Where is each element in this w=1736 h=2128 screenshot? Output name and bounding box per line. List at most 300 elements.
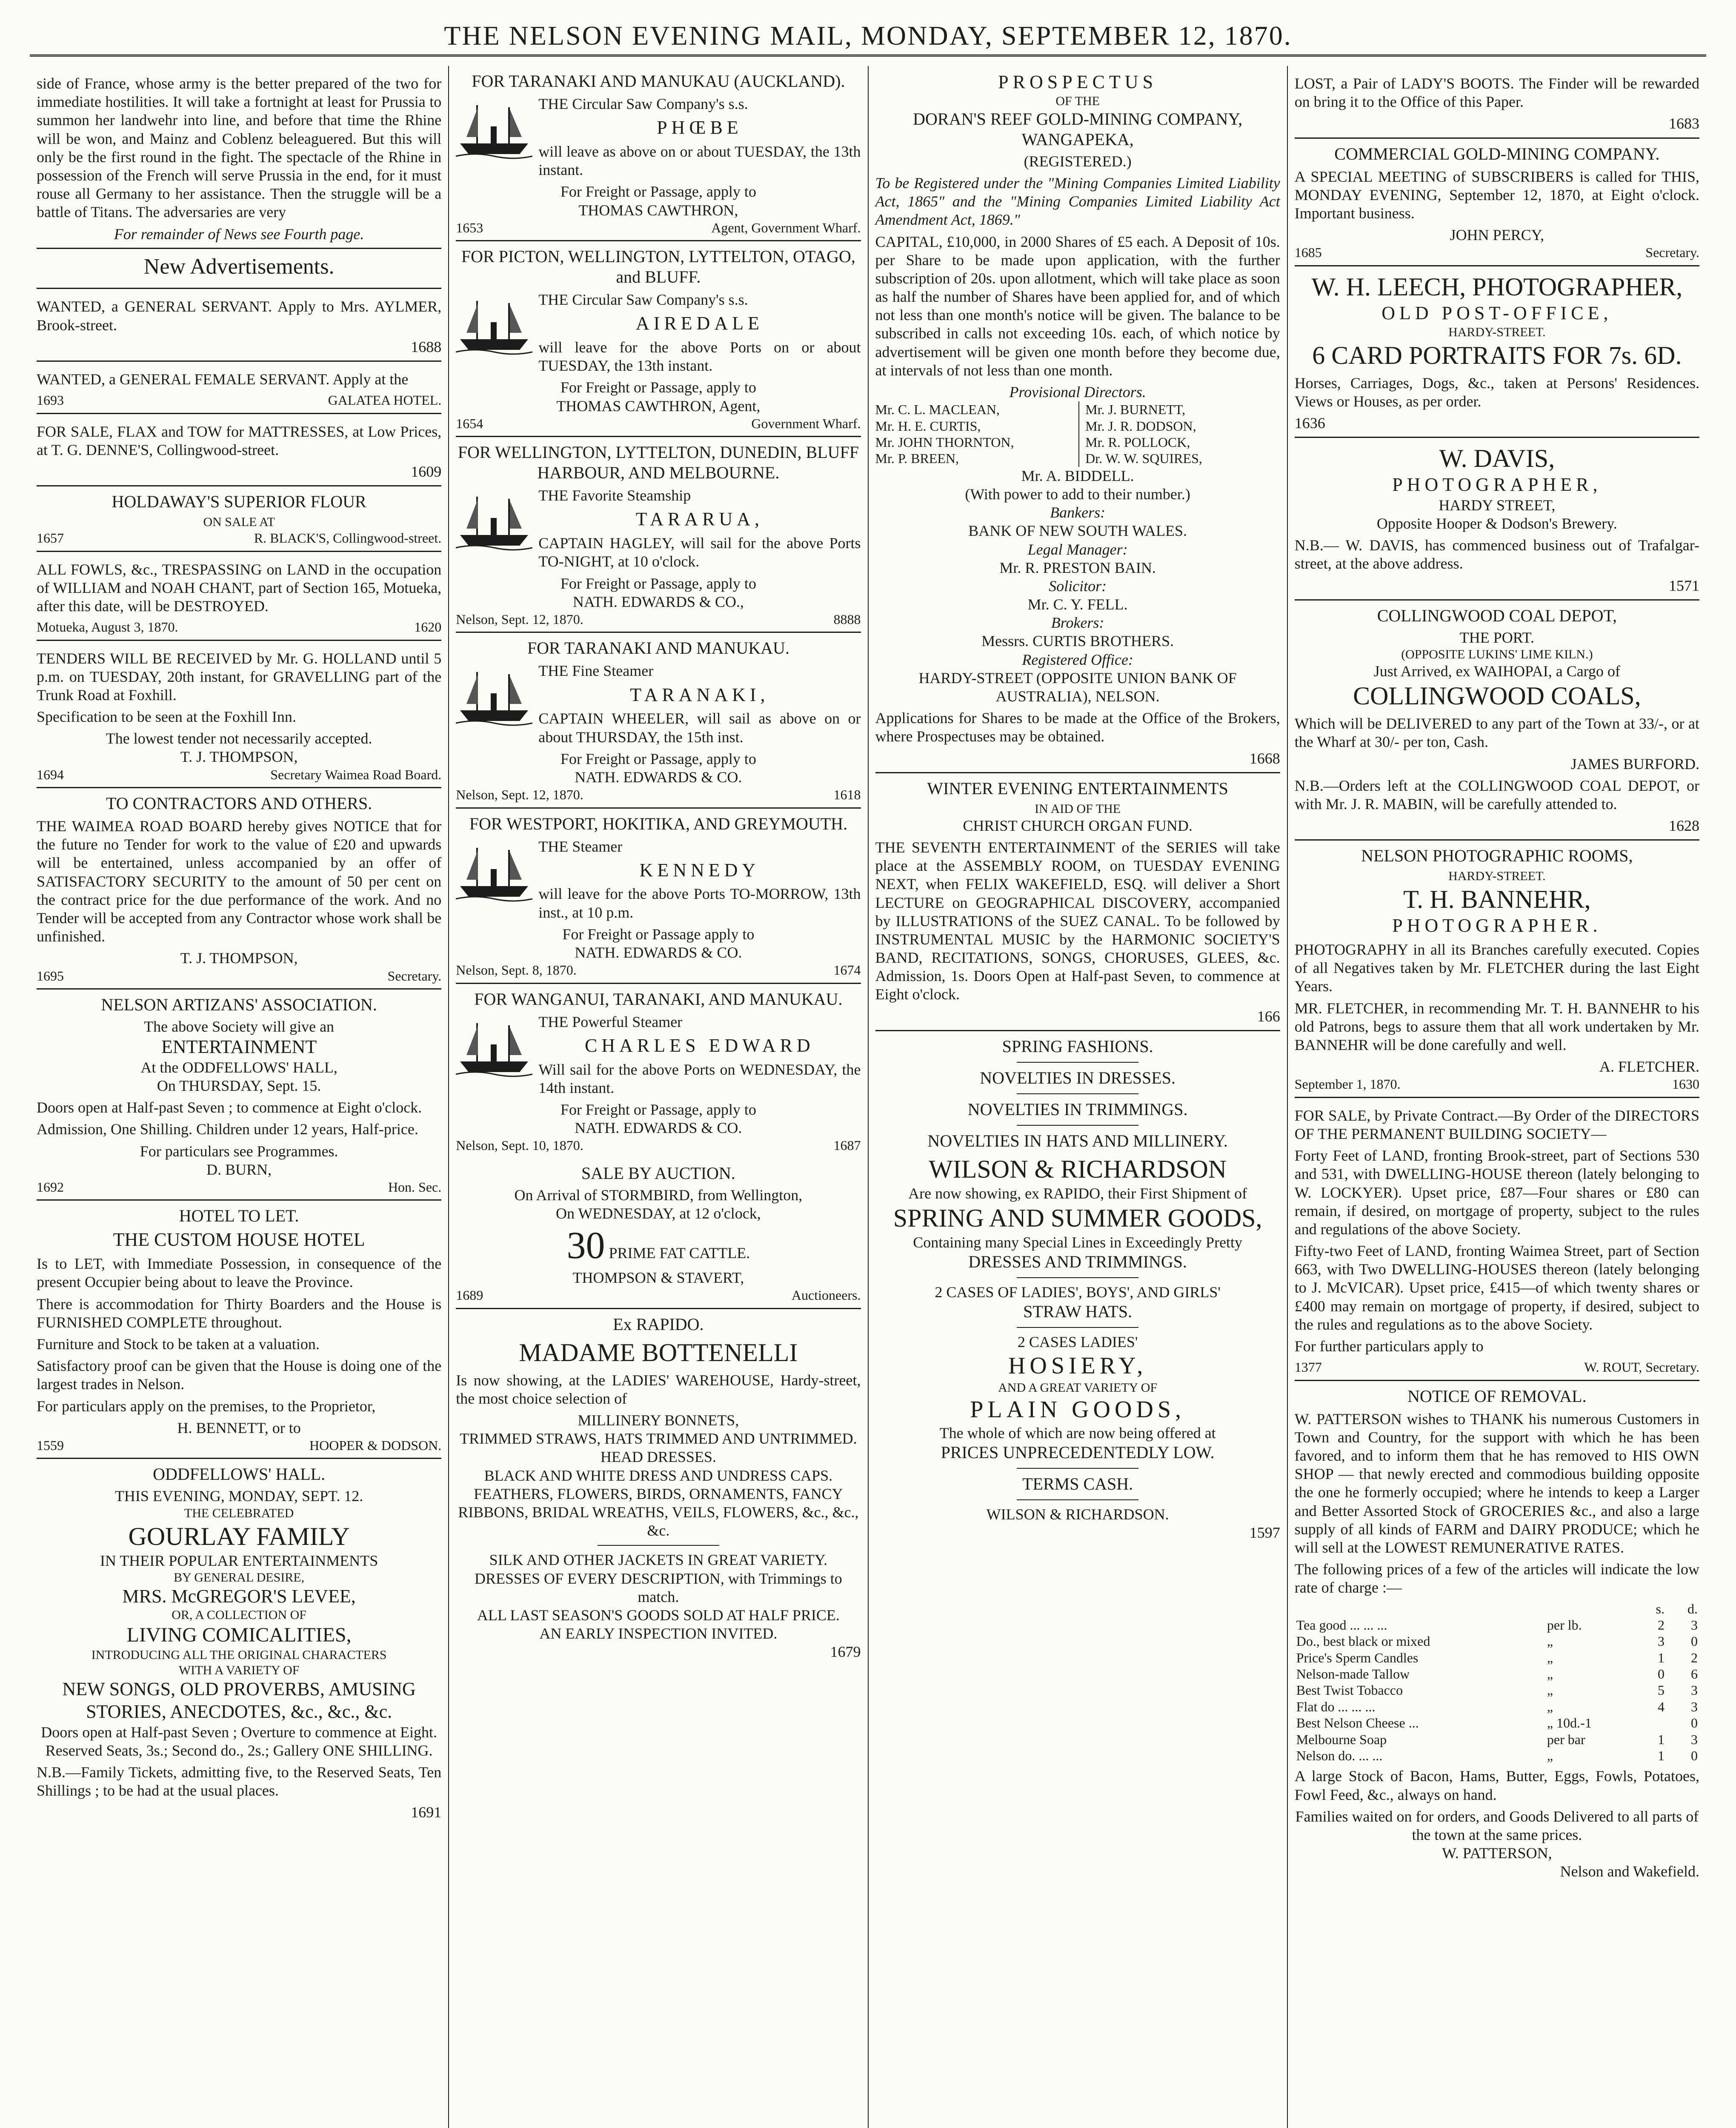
- ship-ad: [456, 809, 861, 984]
- ad-title: NELSON ARTIZANS' ASSOCIATION.: [101, 995, 377, 1014]
- ad-text: will leave for the above Ports TO-MORROW, 13th inst., at 10 p.m.: [538, 885, 861, 921]
- ad-line: PRIME FAT CATTLE.: [609, 1244, 750, 1262]
- ad-line: STRAW HATS.: [1023, 1302, 1133, 1321]
- ad-flour: [37, 486, 441, 552]
- director-name: Mr. J. R. DODSON,: [1085, 418, 1196, 434]
- column-4: [1288, 66, 1706, 2128]
- ad-role: Auctioneers.: [791, 1287, 861, 1303]
- price-row: [1295, 1650, 1699, 1666]
- director-name: Mr. J. BURNETT,: [1085, 402, 1186, 418]
- ad-signature: THOMPSON & STAVERT,: [572, 1269, 744, 1287]
- ad-line: AND A GREAT VARIETY OF: [998, 1380, 1158, 1395]
- ad-title: FOR WELLINGTON, LYTTELTON, DUNEDIN, BLUFF HARBOUR, AND MELBOURNE.: [458, 443, 859, 483]
- price-unit: per lb.: [1547, 1617, 1582, 1633]
- ad-rapido: [456, 1309, 861, 1666]
- ad-text: Which will be DELIVERED to any part of the Town at 33/-, or at the Wharf at 30/- per ton, Cash.: [1294, 715, 1699, 751]
- ad-freight: For Freight or Passage apply to: [562, 925, 755, 943]
- ad-text: R. BLACK'S, Collingwood-street.: [254, 530, 442, 546]
- ad-further: For further particulars apply to: [1294, 1338, 1484, 1355]
- ad-line: COLLINGWOOD COALS,: [1353, 682, 1641, 710]
- ad-servant: [37, 289, 441, 362]
- steamship-icon: [456, 664, 532, 727]
- ad-line: NOVELTIES IN HATS AND MILLINERY.: [927, 1131, 1228, 1150]
- ad-line: IN THEIR POPULAR ENTERTAINMENTS: [100, 1552, 378, 1569]
- ad-date: Nelson, Sept. 8, 1870.: [456, 962, 577, 978]
- price-row: [1295, 1731, 1699, 1748]
- ad-line: ENTERTAINMENT: [161, 1036, 317, 1058]
- ad-line: PHOTOGRAPHER.: [1392, 915, 1602, 936]
- ad-line: HOSIERY,: [1008, 1352, 1147, 1379]
- ad-line: 2 CASES LADIES': [1017, 1333, 1138, 1351]
- ad-title: FOR WANGANUI, TARANAKI, AND MANUKAU.: [474, 989, 843, 1009]
- ad-freight: For Freight or Passage, apply to: [560, 379, 756, 396]
- price-pence: 2: [1691, 1650, 1698, 1665]
- price-shillings: 4: [1658, 1699, 1665, 1714]
- ad-name: W. H. LEECH, PHOTOGRAPHER,: [1311, 272, 1683, 301]
- ad-line: SPRING AND SUMMER GOODS,: [893, 1204, 1262, 1233]
- ad-line: On Arrival of STORMBIRD, from Wellington,: [514, 1186, 803, 1204]
- price-pence: 3: [1691, 1699, 1698, 1714]
- masthead: THE NELSON EVENING MAIL, MONDAY, SEPTEMBER 12, 1870.: [30, 17, 1706, 57]
- ad-solicitor-title: Solicitor:: [1049, 577, 1107, 595]
- ad-text: W. PATTERSON wishes to THANK his numerous Customers in Town and Country, for the support with which he has been favored, and to inform them that he has removed to HIS OWN SHOP — that newly erected and commodious building opposite the one he formerly occupied; where he intends to keep a Larger and Better Assorted Stock of GROCERIES &c., and also a large supply of all kinds of FARM and DAIRY PRODUCE; which he will sell at the LOWEST REMUNERATIVE RATES.: [1294, 1410, 1699, 1556]
- ad-role: Secretary Waimea Road Board.: [270, 767, 442, 782]
- price-unit: „: [1547, 1650, 1553, 1665]
- ad-title: FOR WESTPORT, HOKITIKA, AND GREYMOUTH.: [469, 814, 848, 833]
- ad-line: THIS EVENING, MONDAY, SEPT. 12.: [114, 1487, 363, 1505]
- ad-hotel: [37, 1201, 441, 1459]
- ad-signature: T. J. THOMPSON,: [180, 950, 298, 967]
- price-shillings: 0: [1658, 1666, 1665, 1682]
- ad-line: DRESSES AND TRIMMINGS.: [968, 1252, 1187, 1272]
- ad-count: 30: [566, 1224, 605, 1267]
- price-pence: 6: [1691, 1666, 1698, 1682]
- ad-name: WILSON & RICHARDSON: [929, 1155, 1227, 1183]
- ad-stock: A large Stock of Bacon, Hams, Butter, Eggs, Fowls, Potatoes, Fowl Feed, &c., always on hand.: [1294, 1768, 1699, 1803]
- price-item: Flat do ... ... ...: [1296, 1699, 1376, 1714]
- price-item: Melbourne Soap: [1296, 1731, 1387, 1747]
- ad-agent: NATH. EDWARDS & CO.: [575, 1119, 742, 1137]
- price-header-d: d.: [1687, 1601, 1698, 1616]
- ad-line: OR, A COLLECTION OF: [172, 1608, 306, 1622]
- steamship-icon: [456, 1015, 532, 1078]
- ad-removal: [1295, 1381, 1699, 1885]
- ad-wilson: [875, 1031, 1280, 1547]
- price-shillings: 1: [1658, 1650, 1665, 1665]
- ad-number: 1674: [833, 962, 861, 978]
- ad-nb: N.B.—Orders left at the COLLINGWOOD COAL DEPOT, or with Mr. J. R. MABIN, will be carefully attended to.: [1294, 777, 1699, 812]
- ad-line: IN AID OF THE: [1035, 801, 1121, 816]
- ad-text: TENDERS WILL BE RECEIVED by Mr. G. HOLLAND until 5 p.m. on TUESDAY, 20th instant, for GRAVELLING part of the Trunk Road at Foxhill.: [37, 649, 442, 704]
- price-shillings: 2: [1658, 1617, 1665, 1633]
- ad-agent: NATH. EDWARDS & CO.,: [572, 593, 744, 610]
- rapido-item: MILLINERY BONNETS,: [578, 1412, 739, 1429]
- ad-text: will leave as above on or about TUESDAY, the 13th instant.: [538, 143, 861, 179]
- ad-line: SPRING FASHIONS.: [1002, 1036, 1153, 1056]
- ad-signature: WILSON & RICHARDSON.: [986, 1506, 1169, 1523]
- ad-line: (REGISTERED.): [1024, 152, 1132, 170]
- ad-number: 1691: [411, 1804, 442, 1821]
- news-continued-note: For remainder of News see Fourth page.: [114, 225, 364, 243]
- ad-intro: THE Powerful Steamer: [538, 1013, 683, 1030]
- column-2: [449, 66, 868, 2128]
- ad-number: 1636: [1294, 414, 1325, 432]
- price-item: Tea good ... ... ...: [1296, 1617, 1387, 1633]
- ad-number: 1654: [456, 415, 483, 431]
- ad-signature: JAMES BURFORD.: [1570, 755, 1699, 772]
- price-row: [1295, 1633, 1699, 1649]
- ad-number: 1609: [411, 463, 442, 480]
- ad-signature: H. BENNETT, or to: [177, 1419, 301, 1436]
- ad-paragraph: Is to LET, with Immediate Possession, in consequence of the present Occupier being about to leave the Province.: [37, 1255, 442, 1291]
- price-row: [1295, 1666, 1699, 1682]
- price-unit: „: [1547, 1748, 1553, 1764]
- ad-lot: Forty Feet of LAND, fronting Brook-street, part of Sections 530 and 531, with DWELLING-HOUSE thereon (lately belonging to W. LOCKYER). Upset price, £87—Four shares or £80 can remain, if desired, on mortgage of property, subject to the rules and regulations of the above Society.: [1294, 1147, 1699, 1238]
- ad-commercial: [1295, 139, 1699, 266]
- price-row: [1295, 1682, 1699, 1698]
- steamship-icon: [456, 97, 532, 160]
- ad-line: THE PORT.: [1459, 629, 1534, 646]
- ad-place: Nelson and Wakefield.: [1560, 1863, 1699, 1880]
- ad-number: 166: [1257, 1007, 1280, 1025]
- ad-text: CAPTAIN WHEELER, will sail as above on or about THURSDAY, the 15th inst.: [538, 710, 861, 746]
- ad-paragraph: Satisfactory proof can be given that the House is doing one of the largest trades in Nelson.: [37, 1357, 442, 1393]
- directors-list: [875, 401, 1280, 467]
- ad-intro: THE Fine Steamer: [538, 662, 654, 680]
- ad-number: 1657: [37, 530, 64, 546]
- ad-number: 1687: [833, 1138, 861, 1153]
- ad-intro: THE Steamer: [538, 838, 623, 855]
- rapido-item: HEAD DRESSES.: [600, 1448, 716, 1466]
- ad-text: ALL FOWLS, &c., TRESPASSING on LAND in the occupation of WILLIAM and NOAH CHANT, part of Section 165, Motueka, after this date, will be DESTROYED.: [37, 561, 442, 615]
- ad-oddfellows: [37, 1459, 441, 1826]
- ad-bannehr: [1295, 841, 1699, 1098]
- ad-agent: NATH. EDWARDS & CO.: [575, 768, 742, 786]
- ad-line: Are now showing, ex RAPIDO, their First Shipment of: [908, 1184, 1247, 1202]
- price-unit: per bar: [1547, 1731, 1585, 1747]
- ad-family-name: GOURLAY FAMILY: [128, 1522, 350, 1550]
- ad-paragraph: There is accommodation for Thirty Boarders and the House is FURNISHED COMPLETE throughout.: [37, 1295, 442, 1331]
- ship-ad: [456, 633, 861, 808]
- ad-line: THE CELEBRATED: [184, 1506, 294, 1520]
- ad-title: PROSPECTUS: [998, 72, 1158, 92]
- price-item: Best Nelson Cheese ...: [1296, 1715, 1419, 1731]
- ad-text: LOST, a Pair of LADY'S BOOTS. The Finder will be rewarded on bring it to the Office of this Paper.: [1294, 75, 1699, 111]
- price-pence: 0: [1691, 1748, 1698, 1764]
- ad-number: 1620: [414, 619, 442, 635]
- steamship-icon: [456, 292, 532, 356]
- ad-lost: [1295, 66, 1699, 139]
- ad-footer: [456, 415, 861, 432]
- steamship-icon: [456, 839, 532, 903]
- ad-artizans: [37, 990, 441, 1201]
- price-unit: „: [1547, 1666, 1553, 1682]
- shipping-ads: [456, 66, 861, 1158]
- price-row: [1295, 1748, 1699, 1764]
- ad-role: Secretary.: [387, 968, 442, 984]
- ad-line: Just Arrived, ex WAIHOPAI, a Cargo of: [1373, 662, 1621, 680]
- ad-title: HOTEL TO LET.: [179, 1206, 299, 1226]
- ad-flax: [37, 414, 441, 487]
- ad-nb: N.B.— W. DAVIS, has commenced business out of Trafalgar-street, at the above address.: [1294, 537, 1699, 572]
- ship-name: PHŒBE: [657, 117, 743, 138]
- ship-ad: [456, 984, 861, 1158]
- column-3: [869, 66, 1288, 2128]
- ad-legal: Mr. R. PRESTON BAIN.: [999, 559, 1156, 576]
- ad-text: FOR SALE, by Private Contract.—By Order of the DIRECTORS OF THE PERMANENT BUILDING SOCIETY—: [1294, 1107, 1699, 1142]
- price-unit: „: [1547, 1633, 1553, 1649]
- ship-ad: [456, 241, 861, 437]
- ad-title: HOLDAWAY'S SUPERIOR FLOUR: [112, 492, 366, 512]
- ad-line: AN EARLY INSPECTION INVITED.: [539, 1625, 778, 1642]
- price-shillings: 1: [1658, 1731, 1665, 1747]
- ad-line: INTRODUCING ALL THE ORIGINAL CHARACTERS: [91, 1648, 387, 1662]
- ad-line: Opposite Hooper & Dodson's Brewery.: [1376, 515, 1617, 532]
- ad-number: 1377: [1294, 1359, 1322, 1375]
- ad-solicitor: Mr. C. Y. FELL.: [1027, 596, 1128, 613]
- ad-bankers: BANK OF NEW SOUTH WALES.: [968, 522, 1187, 540]
- ad-line: 6 CARD PORTRAITS FOR 7s. 6D.: [1312, 341, 1682, 369]
- ad-davis: [1295, 438, 1699, 601]
- ad-number: 1628: [1669, 817, 1699, 835]
- ship-ad: [456, 66, 861, 241]
- price-shillings: 1: [1658, 1748, 1665, 1764]
- price-pence: 3: [1691, 1682, 1698, 1698]
- ad-signature: JOHN PERCY,: [1450, 226, 1544, 244]
- ad-number: 1679: [830, 1643, 861, 1661]
- ad-title: FOR TARANAKI AND MANUKAU (AUCKLAND).: [472, 72, 845, 91]
- ad-line: WITH A VARIETY OF: [178, 1663, 300, 1678]
- ad-winter: [875, 773, 1280, 1031]
- ad-number: 1618: [833, 787, 861, 803]
- ad-title: FOR PICTON, WELLINGTON, LYTTELTON, OTAGO, and BLUFF.: [461, 247, 855, 287]
- ad-date: September 1, 1870.: [1294, 1076, 1401, 1092]
- price-item: Price's Sperm Candles: [1296, 1650, 1419, 1665]
- ad-number: 1692: [37, 1179, 64, 1195]
- director-name: Mr. JOHN THORNTON,: [875, 435, 1014, 450]
- ad-text: THE SEVENTH ENTERTAINMENT of the SERIES will take place at the ASSEMBLY ROOM, on TUESDAY EVENING NEXT, when FELIX WAKEFIELD, ESQ. will deliver a Short LECTURE on GEOGRAPHICAL DISCOVERY, accompanied by ILLUSTRATIONS of the SUEZ CANAL. To be followed by INSTRUMENTAL MUSIC by the HARMONIC SOCIETY'S BAND, RECITATIONS, SONGS, CHORUSES, GLEES, &c. Admission, 1s. Doors Open at Half-past Seven, to commence at Eight o'clock.: [875, 838, 1280, 1003]
- ad-office: HARDY-STREET (OPPOSITE UNION BANK OF AUSTRALIA), NELSON.: [918, 669, 1237, 705]
- ad-line: CHRIST CHURCH ORGAN FUND.: [963, 817, 1193, 834]
- ad-company: DORAN'S REEF GOLD-MINING COMPANY, WANGAPEKA,: [913, 109, 1243, 149]
- ad-intro: THE Circular Saw Company's s.s.: [538, 291, 748, 309]
- ad-nb: N.B.—Family Tickets, admitting five, to the Reserved Seats, Ten Shillings ; to be had at the usual places.: [37, 1764, 442, 1799]
- ad-paragraph: For particulars apply on the premises, to the Proprietor,: [37, 1397, 376, 1415]
- ad-footer: [456, 1137, 861, 1153]
- ad-number: 8888: [833, 611, 861, 627]
- price-pence: 0: [1691, 1715, 1698, 1731]
- ad-line: On THURSDAY, Sept. 15.: [157, 1077, 321, 1095]
- ad-tenders: [37, 641, 441, 789]
- ad-line: NOVELTIES IN DRESSES.: [980, 1068, 1175, 1087]
- ship-name: AIREDALE: [635, 313, 764, 334]
- ad-brokers: Messrs. CURTIS BROTHERS.: [981, 632, 1174, 650]
- ad-line: PLAIN GOODS,: [970, 1396, 1186, 1423]
- ad-number: 1689: [456, 1287, 483, 1303]
- columns: [30, 66, 1706, 2128]
- ad-name: MADAME BOTTENELLI: [519, 1338, 798, 1367]
- ad-text: FOR SALE, FLAX and TOW for MATTRESSES, at Low Prices, at T. G. DENNE'S, Collingwood-street.: [37, 423, 442, 458]
- ad-agent: THOMAS CAWTHRON, Agent,: [556, 397, 761, 415]
- price-list: [1295, 1601, 1699, 1764]
- ad-agent-line: Government Wharf.: [751, 415, 861, 431]
- ad-intro: To be Registered under the "Mining Companies Limited Liability Act, 1865" and the "Mining Companies Limited Liability Act Amendment Act, 1869.": [875, 174, 1280, 229]
- ad-female-servant: [37, 362, 441, 414]
- ad-number: 1694: [37, 767, 64, 782]
- ad-line: PHOTOGRAPHER,: [1392, 474, 1602, 495]
- ad-date: Motueka, August 3, 1870.: [37, 619, 178, 635]
- ad-line: The above Society will give an: [144, 1018, 335, 1035]
- ad-applications: Applications for Shares to be made at the Office of the Brokers, where Prospectuses may be obtained.: [875, 709, 1280, 745]
- ship-name: TARANAKI,: [630, 684, 769, 705]
- rapido-item: BLACK AND WHITE DRESS AND UNDRESS CAPS.: [484, 1467, 833, 1484]
- ad-line: (OPPOSITE LUKINS' LIME KILN.): [1401, 647, 1593, 661]
- ad-particulars: For particulars see Programmes.: [140, 1142, 338, 1160]
- ad-text: will leave for the above Ports on or about TUESDAY, the 13th instant.: [538, 339, 861, 375]
- ad-footer: [456, 962, 861, 978]
- ad-footer: [456, 787, 861, 803]
- ad-text: THE WAIMEA ROAD BOARD hereby gives NOTICE that for the future no Tender for work to the value of £20 and upwards will be entertained, unless accompanied by an offer of SATISFACTORY SECURITY to the amount of 50 per cent on the contract price for the due performance of the work. And no Tender will be accepted from any Contractor whose work shall be unfinished.: [37, 818, 442, 945]
- rapido-items: [456, 1411, 861, 1540]
- ad-signature: W. PATTERSON,: [1442, 1845, 1552, 1862]
- price-unit: „ 10d.-1: [1547, 1715, 1592, 1731]
- director-name: Mr. P. BREEN,: [875, 451, 959, 466]
- steamship-icon: [456, 488, 532, 552]
- ad-line: BY GENERAL DESIRE,: [174, 1570, 305, 1585]
- ad-intro: THE Favorite Steamship: [538, 487, 691, 504]
- price-shillings: 3: [1658, 1633, 1665, 1649]
- ad-number: 1597: [1249, 1524, 1280, 1542]
- director-name: Dr. W. W. SQUIRES,: [1085, 451, 1202, 466]
- ad-line: On WEDNESDAY, at 12 o'clock,: [555, 1204, 761, 1222]
- ad-signature: A. FLETCHER.: [1599, 1058, 1699, 1075]
- director-name: Mr. R. POLLOCK,: [1085, 435, 1190, 450]
- ad-line: LIVING COMICALITIES,: [126, 1624, 352, 1647]
- price-item: Nelson-made Tallow: [1296, 1666, 1410, 1682]
- ad-admission: Admission, One Shilling. Children under 12 years, Half-price.: [37, 1121, 418, 1138]
- ad-text: WANTED, a GENERAL SERVANT. Apply to Mrs. AYLMER, Brook-street.: [37, 298, 442, 334]
- ad-line: OLD POST-OFFICE,: [1381, 302, 1613, 323]
- ad-line: At the ODDFELLOWS' HALL,: [140, 1058, 337, 1076]
- ad-number: 1559: [37, 1437, 64, 1453]
- ad-text: Horses, Carriages, Dogs, &c., taken at Persons' Residences. Views or Houses, as per order.: [1294, 374, 1699, 410]
- ad-line: Containing many Special Lines in Exceedingly Pretty: [913, 1234, 1243, 1251]
- ad-brokers-title: Brokers:: [1051, 614, 1104, 632]
- ad-text: A SPECIAL MEETING of SUBSCRIBERS is called for THIS, MONDAY EVENING, September 12, 1870, at Eight o'clock. Important business.: [1294, 168, 1699, 222]
- ad-families: Families waited on for orders, and Goods Delivered to all parts of the town at the same prices.: [1295, 1808, 1699, 1843]
- ad-line: DRESSES OF EVERY DESCRIPTION, with Trimmings to match.: [474, 1570, 842, 1605]
- ad-lot: Fifty-two Feet of LAND, fronting Waimea Street, part of Section 663, with Two DWELLING-HOUSES thereon (lately belonging to J. McVICAR). Upset price, £415—of which twenty shares or £400 may remain on mortgage of property, if desired, subject to the rules and regulations as to the above Society.: [1294, 1242, 1699, 1333]
- price-shillings: [1633, 1715, 1666, 1731]
- ad-contractors: [37, 788, 441, 990]
- ad-signature: HOOPER & DODSON.: [309, 1437, 442, 1453]
- ad-title: Ex RAPIDO.: [613, 1314, 704, 1334]
- ad-text: Will sail for the above Ports on WEDNESDAY, the 14th instant.: [538, 1061, 861, 1096]
- ad-title: FOR TARANAKI AND MANUKAU.: [527, 638, 789, 658]
- ad-role: Hon. Sec.: [388, 1179, 442, 1195]
- ad-subtitle: ON SALE AT: [203, 515, 275, 529]
- ad-date: Nelson, Sept. 12, 1870.: [456, 611, 583, 627]
- ad-name: T. H. BANNEHR,: [1403, 885, 1591, 914]
- ad-line: PRICES UNPRECEDENTEDLY LOW.: [941, 1443, 1215, 1462]
- price-item: Nelson do. ... ...: [1296, 1748, 1383, 1764]
- price-row: [1295, 1699, 1699, 1715]
- ad-leech: [1295, 266, 1699, 438]
- ad-capital: CAPITAL, £10,000, in 2000 Shares of £5 each. A Deposit of 10s. per Share to be made upon application, with the further subscription of 20s. upon allotment, which will take place as soon as half the number of Shares have been applied for, and of which not less than one month's notice will be given. The balance to be subscribed in calls not exceeding 10s. each, of which notice by advertisement will be given one month before they become due, at intervals of not less than one month.: [875, 233, 1280, 379]
- ad-agent: THOMAS CAWTHRON,: [578, 201, 738, 219]
- ad-line: Mr. A. BIDDELL.: [1021, 467, 1134, 484]
- ad-title: NOTICE OF REMOVAL.: [1407, 1386, 1587, 1406]
- ad-line: TERMS CASH.: [1022, 1474, 1133, 1494]
- ad-line: ALL LAST SEASON'S GOODS SOLD AT HALF PRICE.: [477, 1606, 840, 1624]
- ad-number: 1695: [37, 968, 64, 984]
- ad-title: TO CONTRACTORS AND OTHERS.: [106, 794, 372, 813]
- ad-agent: NATH. EDWARDS & CO.: [575, 944, 742, 961]
- column-1: [30, 66, 449, 2128]
- ad-legal-title: Legal Manager:: [1027, 541, 1128, 558]
- ad-line: NEW SONGS, OLD PROVERBS, AMUSING STORIES, ANECDOTES, &c., &c., &c.: [62, 1679, 416, 1722]
- ad-intro: THE Circular Saw Company's s.s.: [538, 95, 748, 112]
- ad-number: 1693: [37, 392, 64, 408]
- news-continuation: [37, 66, 441, 249]
- ad-title: WINTER EVENING ENTERTAINMENTS: [927, 778, 1228, 798]
- ad-date: Nelson, Sept. 10, 1870.: [456, 1138, 583, 1153]
- ad-intro: Is now showing, at the LADIES' WAREHOUSE, Hardy-street, the most choice selection of: [456, 1371, 861, 1407]
- ad-spec: Specification to be seen at the Foxhill Inn.: [37, 708, 296, 726]
- ad-auction: [456, 1158, 861, 1309]
- ad-signature: T. J. THOMPSON,: [180, 748, 298, 766]
- ad-hotel-name: THE CUSTOM HOUSE HOTEL: [113, 1229, 365, 1250]
- rapido-item: FEATHERS, FLOWERS, BIRDS, ORNAMENTS, FANCY RIBBONS, BRIDAL WREATHS, VEILS, FLOWERS, &c., &c., &c.: [458, 1485, 859, 1539]
- ad-freight: For Freight or Passage, apply to: [560, 575, 756, 592]
- ad-title: COMMERCIAL GOLD-MINING COMPANY.: [1334, 144, 1660, 163]
- ad-footer: [456, 611, 861, 627]
- ship-name: CHARLES EDWARD: [585, 1035, 815, 1056]
- ad-name: W. DAVIS,: [1439, 444, 1555, 473]
- ad-title: NELSON PHOTOGRAPHIC ROOMS,: [1361, 846, 1633, 866]
- ad-doors: Doors open at Half-past Seven ; Overture to commence at Eight.: [41, 1723, 437, 1741]
- ship-name: KENNEDY: [639, 859, 760, 881]
- ad-prospectus: [875, 66, 1280, 773]
- ad-doors: Doors open at Half-past Seven ; to commence at Eight o'clock.: [37, 1099, 422, 1116]
- ad-number: 1688: [411, 338, 442, 355]
- ad-fowls: [37, 552, 441, 641]
- ad-line: OF THE: [1055, 94, 1100, 108]
- price-pence: 3: [1691, 1617, 1698, 1633]
- ad-date: Nelson, Sept. 12, 1870.: [456, 787, 583, 803]
- ad-following: The following prices of a few of the articles will indicate the low rate of charge :—: [1294, 1561, 1699, 1596]
- ad-number: 1630: [1672, 1076, 1699, 1092]
- ad-line: HARDY STREET,: [1439, 496, 1556, 514]
- news-text: side of France, whose army is the better prepared of the two for immediate hostilities. It will take a fortnight at least for Prussia to summon her landwehr into line, and before that time the Rhine will be won, and Mainz and Coblenz beleaguered. But this will only be the first round in the fight. The spectacle of the Rhine in possession of the French will serve Prussia in the end, for it must rouse all Germany to her assistance. Then the struggle will be a battle of Titans. The adversaries are very: [37, 75, 442, 221]
- ad-number: 1668: [1249, 749, 1280, 767]
- price-unit: „: [1547, 1682, 1553, 1698]
- ad-line: HARDY-STREET.: [1448, 325, 1546, 339]
- ad-title: ODDFELLOWS' HALL.: [153, 1464, 326, 1484]
- ad-sale: [1295, 1098, 1699, 1381]
- ad-place: GALATEA HOTEL.: [328, 392, 442, 408]
- ad-signature: W. ROUT, Secretary.: [1584, 1359, 1699, 1375]
- ad-text: MR. FLETCHER, in recommending Mr. T. H. BANNEHR to his old Patrons, begs to assure them that all work undertaken by Mr. BANNEHR will be done carefully and well.: [1294, 999, 1699, 1054]
- ad-role: Secretary.: [1645, 245, 1699, 260]
- ad-agent-line: Agent, Government Wharf.: [711, 220, 861, 235]
- section-title: New Advertisements.: [143, 254, 335, 279]
- ad-freight: For Freight or Passage, apply to: [560, 750, 756, 767]
- director-name: Mr. H. E. CURTIS,: [875, 418, 981, 434]
- ad-line: (With power to add to their number.): [965, 485, 1190, 503]
- director-name: Mr. C. L. MACLEAN,: [875, 402, 1000, 418]
- ad-directors-title: Provisional Directors.: [1009, 383, 1146, 401]
